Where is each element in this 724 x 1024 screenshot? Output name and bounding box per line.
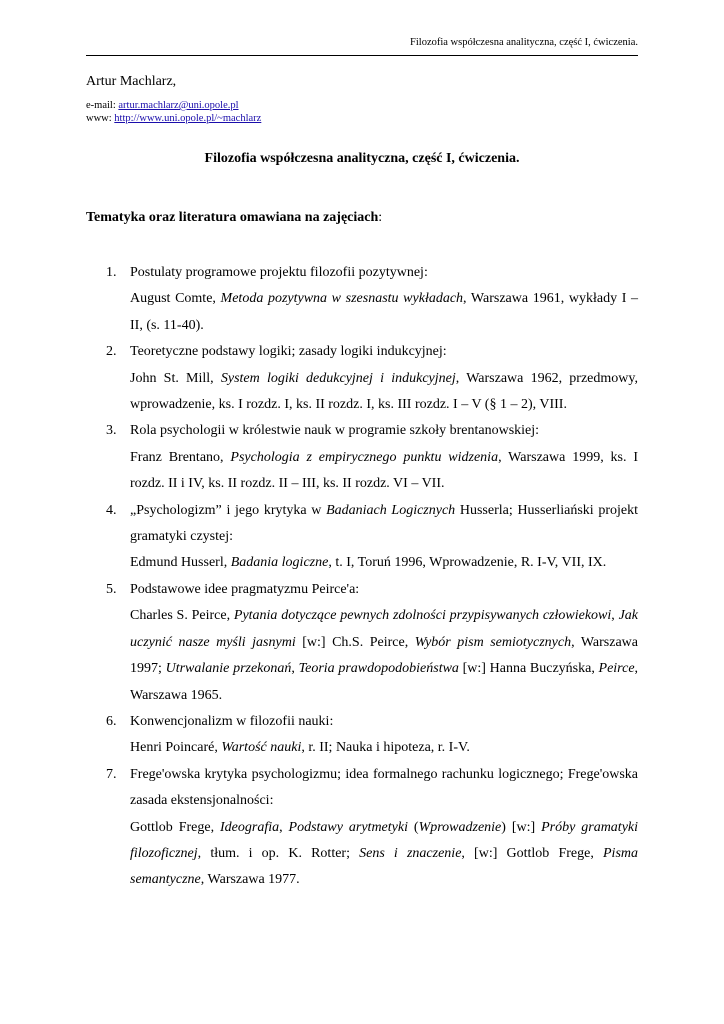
literature-reference bbox=[130, 735, 638, 761]
www-line bbox=[86, 112, 261, 125]
text-run: „Psychologizm” i jego krytyka w bbox=[130, 502, 327, 518]
text-run: [w:] Ch.S. Peirce, bbox=[295, 634, 415, 650]
topic-list bbox=[106, 260, 639, 894]
list-item bbox=[106, 709, 638, 762]
text-run: , t. I, Toruń 1996, Wprowadzenie, R. I-V, VII, IX. bbox=[328, 555, 607, 571]
text-run: Gottlob Frege, bbox=[130, 819, 220, 835]
topic-text: Rola psychologii w królestwie nauk w programie szkoły brentanowskiej: bbox=[130, 423, 540, 439]
text-run: , bbox=[611, 608, 619, 624]
section-heading-colon: : bbox=[378, 210, 383, 225]
text-run: John St. Mill, bbox=[130, 370, 221, 386]
section-heading-text: Tematyka oraz literatura omawiana na zajęciach bbox=[86, 210, 379, 225]
italic-title: Sens i znaczenie bbox=[359, 845, 462, 861]
document-title: Filozofia współczesna analityczna, część I, ćwiczenia. bbox=[204, 151, 520, 166]
list-number: 3. bbox=[106, 423, 117, 439]
list-number: 4. bbox=[106, 502, 117, 518]
italic-title: Badaniach Logicznych bbox=[326, 502, 456, 518]
topic-text: Postulaty programowe projektu filozofii pozytywnej: bbox=[130, 265, 428, 280]
italic-title: Wybór pism semiotycznych bbox=[414, 634, 572, 650]
text-run: [w:] Hanna Buczyńska, bbox=[458, 661, 599, 677]
email-line bbox=[86, 99, 261, 112]
text-run: , [w:] Gottlob Frege, bbox=[461, 845, 603, 861]
list-item bbox=[106, 418, 638, 497]
italic-title: Pytania dotyczące pewnych zdolności przypisywanych człowiekowi bbox=[233, 608, 612, 624]
text-run: ) [w:] bbox=[501, 819, 542, 835]
text-run: Henri Poincaré, bbox=[130, 740, 222, 756]
text-run: August Comte, bbox=[130, 291, 221, 307]
email-label: e-mail: bbox=[86, 100, 119, 111]
text-run: , bbox=[291, 661, 299, 677]
italic-title: Wartość nauki bbox=[221, 740, 302, 756]
italic-title: Podstawy arytmetyki bbox=[288, 819, 408, 835]
list-number: 2. bbox=[106, 344, 117, 360]
section-heading bbox=[86, 210, 382, 226]
text-run: Charles S. Peirce, bbox=[130, 608, 234, 624]
italic-title: Metoda pozytywna w szesnastu wykładach bbox=[220, 291, 464, 307]
list-item bbox=[106, 577, 639, 709]
text-run: Husserla; Husserliański projekt gramatyki czystej: bbox=[130, 502, 638, 545]
text-run: , Warszawa 1997; bbox=[130, 634, 639, 677]
running-header: Filozofia współczesna analityczna, część I, ćwiczenia. bbox=[410, 37, 638, 48]
topic-text: Konwencjonalizm w filozofii nauki: bbox=[130, 713, 334, 729]
italic-title: Badania logiczne bbox=[230, 555, 329, 571]
www-label: www: bbox=[86, 113, 115, 124]
text-run: Edmund Husserl, bbox=[130, 555, 231, 571]
list-number: 5. bbox=[106, 581, 117, 597]
list-number: 6. bbox=[106, 713, 117, 729]
text-run: , Warszawa 1962, przedmowy, wprowadzenie, ks. I rozdz. I, ks. II rozdz. I, ks. III rozdz. I – V (§ 1 – 2), VIII. bbox=[130, 370, 638, 413]
topic-text: Podstawowe idee pragmatyzmu Peirce'a: bbox=[130, 581, 360, 597]
header-divider bbox=[86, 55, 638, 56]
literature-reference bbox=[130, 815, 638, 894]
italic-title: System logiki dedukcyjnej i indukcyjnej bbox=[220, 370, 456, 386]
list-number: 1. bbox=[106, 265, 117, 280]
italic-title: Jak uczynić nasze myśli jasnymi bbox=[130, 608, 639, 650]
list-number: 7. bbox=[106, 766, 117, 782]
text-run: ( bbox=[407, 819, 419, 835]
topic-text: Frege'owska krytyka psychologizmu; idea formalnego rachunku logicznego; Frege'owska zasada ekstensjonalności: bbox=[130, 766, 638, 809]
italic-title: Próby gramatyki filozoficznej bbox=[130, 819, 639, 861]
text-run: , bbox=[279, 819, 289, 835]
italic-title: Pisma semantyczne bbox=[130, 845, 638, 888]
literature-reference bbox=[130, 445, 638, 498]
list-item bbox=[106, 260, 638, 339]
www-link[interactable]: http://www.uni.opole.pl/~machlarz bbox=[114, 113, 262, 124]
italic-title: Peirce bbox=[598, 661, 635, 677]
text-run: , Warszawa 1999, ks. I rozdz. II i IV, ks. II rozdz. II – III, ks. II rozdz. VI – VII. bbox=[130, 449, 638, 492]
literature-reference bbox=[130, 603, 638, 709]
author-contact bbox=[86, 99, 261, 125]
list-item bbox=[106, 498, 638, 577]
italic-title: Utrwalanie przekonań bbox=[165, 661, 292, 677]
literature-reference bbox=[130, 286, 638, 339]
text-run: Franz Brentano, bbox=[130, 449, 231, 465]
italic-title: Teoria prawdopodobieństwa bbox=[298, 661, 459, 677]
topic-text: Teoretyczne podstawy logiki; zasady logiki indukcyjnej: bbox=[130, 344, 447, 360]
email-link[interactable]: artur.machlarz@uni.opole.pl bbox=[118, 100, 239, 111]
italic-title: Ideografia bbox=[220, 819, 280, 835]
literature-reference bbox=[130, 366, 638, 419]
literature-reference bbox=[130, 550, 638, 576]
topic-text bbox=[130, 498, 638, 551]
text-run: , Warszawa 1965. bbox=[130, 661, 639, 703]
list-item bbox=[106, 339, 638, 418]
text-run: , Warszawa 1977. bbox=[200, 872, 300, 888]
text-run: , r. II; Nauka i hipoteza, r. I-V. bbox=[301, 740, 470, 756]
text-run: , tłum. i op. K. Rotter; bbox=[197, 845, 360, 861]
italic-title: Psychologia z empirycznego punktu widzenia bbox=[230, 449, 499, 465]
italic-title: Wprowadzenie bbox=[418, 819, 502, 835]
text-run: , Warszawa 1961, wykłady I – II, (s. 11-40). bbox=[130, 291, 638, 333]
list-item bbox=[106, 762, 639, 894]
author-name: Artur Machlarz, bbox=[86, 74, 177, 89]
